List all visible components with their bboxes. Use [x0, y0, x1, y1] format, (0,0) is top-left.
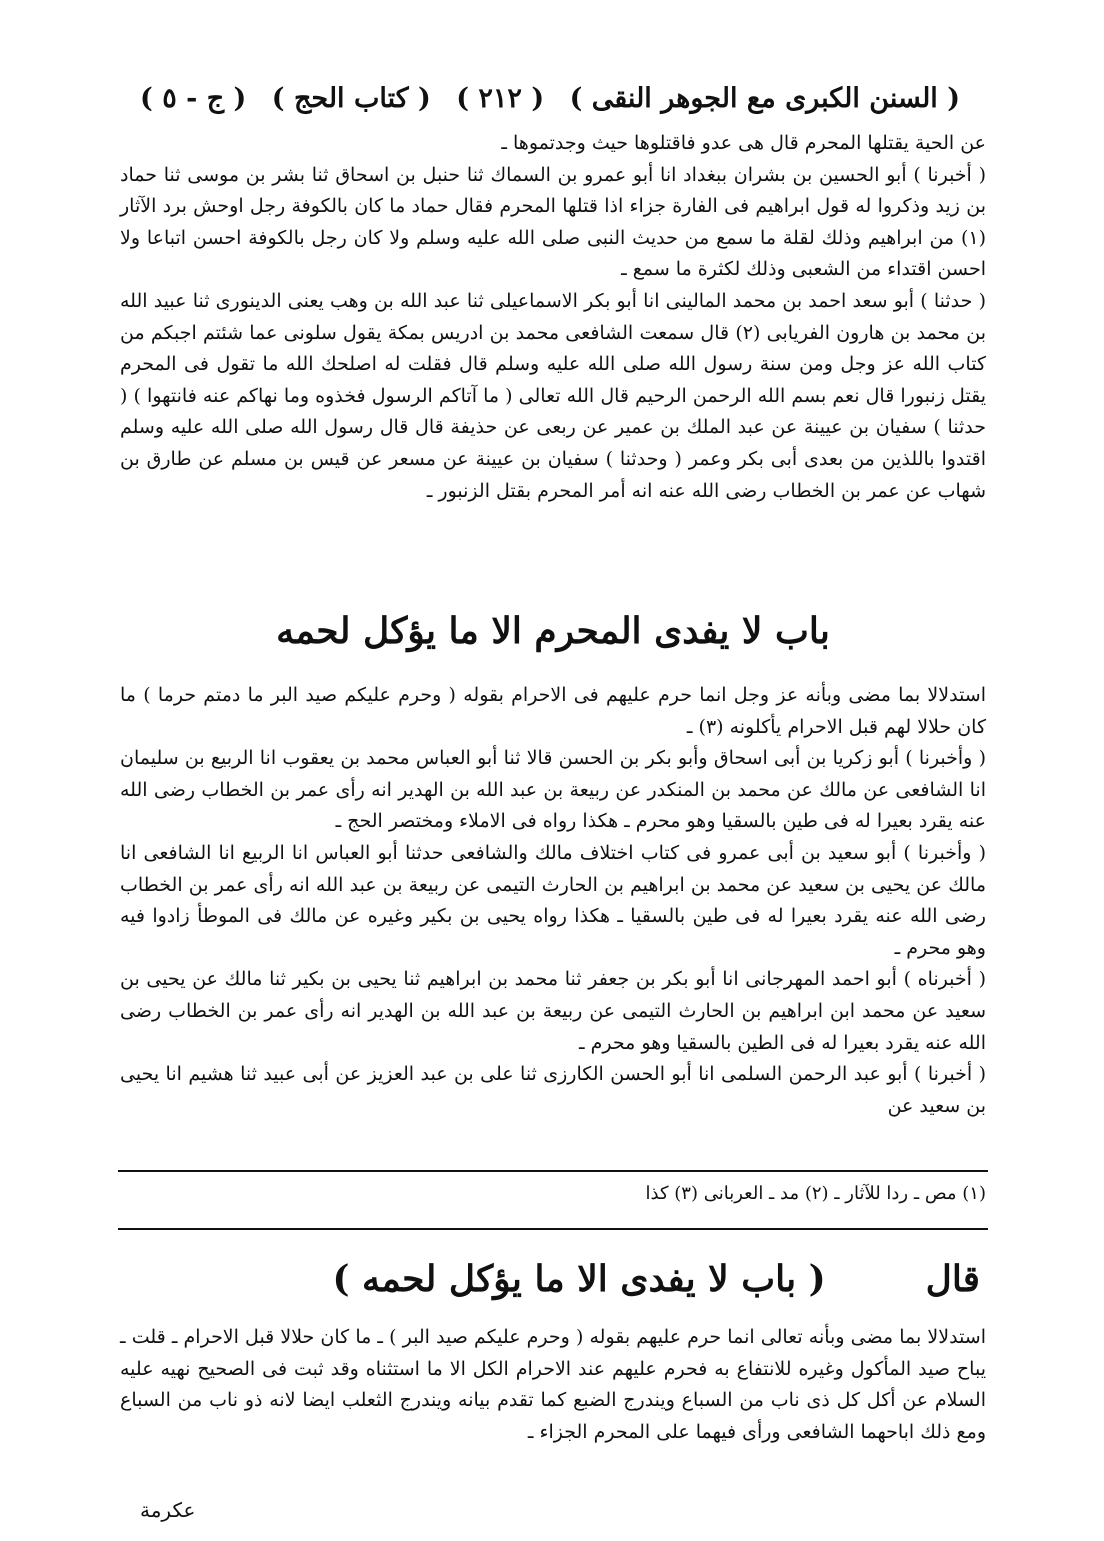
commentary-header	[300, 1244, 980, 1314]
footnotes: (١) مص ـ ردا للآثار ـ (٢) مد ـ العربانى (٣) كذا	[645, 1183, 986, 1204]
commentary-qal-label: قال	[925, 1258, 980, 1300]
paragraph: ( أخبرنا ) أبو عبد الرحمن السلمى انا أبو الحسن الكارزى ثنا على بن عبد العزيز عن أبى عبيد ثنا هشيم انا يحيى بن سعيد عن	[120, 1063, 986, 1117]
paragraph: ( أخبرناه ) أبو احمد المهرجانى انا أبو بكر بن جعفر ثنا محمد بن ابراهيم ثنا يحيى بن بكير ثنا مالك عن يحيى بن سعيد عن محمد ابن ابراهيم بن الحارث التيمى عن ربيعة بن عبد الله بن الهدير انه رأى عمر بن الخطاب رضى الله عنه يقرد بعيرا له فى الطين بالسقيا وهو محرم ـ	[120, 968, 986, 1054]
paragraph: ( حدثنا ) أبو سعد احمد بن محمد المالينى انا أبو بكر الاسماعيلى ثنا عبد الله بن وهب يعنى الدينورى ثنا عبيد الله بن محمد بن هارون الفريابى (٢) قال سمعت الشافعى محمد بن ادريس بمكة يقول سلونى عما شئتم اجبكم من كتاب الله عز وجل ومن سنة رسول الله صلى الله عليه وسلم قال فقلت له اصلحك الله ما تقول فى المحرم يقتل زنبورا قال نعم بسم الله الرحمن الرحيم قال الله تعالى ( ما آتاكم الرسول فخذوه وما نهاكم عنه فانتهوا ) ( حدثنا ) سفيان بن عيينة عن عبد الملك بن عمير عن ربعى عن حذيفة قال قال رسول الله صلى الله عليه وسلم اقتدوا باللذين من بعدى أبى بكر وعمر ( وحدثنا ) سفيان بن عيينة عن مسعر عن قيس بن مسلم عن طارق بن شهاب عن عمر بن الخطاب رضى الله عنه انه أمر المحرم بقتل الزنبور ـ	[120, 289, 986, 502]
commentary-text	[120, 1322, 986, 1448]
paragraph: استدلالا بما مضى وبأنه تعالى انما حرم عليهم بقوله ( وحرم عليكم صيد البر ) ـ ما كان حلالا قبل الاحرام ـ قلت ـ يباح صيد المأكول وغيره للانتفاع به فحرم عليهم عند الاحرام الكل الا ما استثناه وقد ثبت فى الصحيح نهيه عليه السلام عن أكل كل ذى ناب من السباع ويندرج الضبع كما تقدم بيانه ويندرج الثعلب ايضا لانه ذو ناب من السباع ومع ذلك اباحهما الشافعى ورأى فيهما على المحرم الجزاء ـ	[120, 1326, 986, 1443]
volume-number: ( ج - ٥ )	[140, 82, 247, 114]
paragraph: ( أخبرنا ) أبو الحسين بن بشران ببغداد انا أبو عمرو بن السماك ثنا حنبل بن اسحاق ثنا بشر بن موسى ثنا حماد بن زيد وذكروا له قول ابراهيم فى الفارة جزاء اذا قتلها المحرم فقال حماد ما كان بالكوفة رجل اوحش برد الآثار (١) من ابراهيم وذلك لقلة ما سمع من حديث النبى صلى الله عليه وسلم ولا كان رجل بالكوفة احسن اتباعا ولا احسن اقتداء من الشعبى وذلك لكثرة ما سمع ـ	[120, 163, 986, 281]
page-number: ( ٢١٢ )	[456, 82, 545, 114]
main-text-lower	[120, 680, 986, 1122]
paragraph: استدلالا بما مضى وبأنه عز وجل انما حرم عليهم فى الاحرام بقوله ( وحرم عليكم صيد البر ما دمتم حرما ) ما كان حلالا لهم قبل الاحرام يأكلونه (٣) ـ	[120, 684, 986, 738]
catchword: عكرمة	[140, 1498, 196, 1522]
chapter-heading: باب لا يفدى المحرم الا ما يؤكل لحمه	[276, 610, 830, 652]
commentary-divider	[118, 1228, 988, 1230]
book-title: ( السنن الكبرى مع الجوهر النقى )	[569, 82, 960, 114]
main-text-upper	[120, 128, 986, 507]
paragraph: ( وأخبرنا ) أبو سعيد بن أبى عمرو فى كتاب اختلاف مالك والشافعى حدثنا أبو العباس انا الربيع انا الشافعى انا مالك عن يحيى بن سعيد عن محمد بن ابراهيم بن الحارث التيمى عن ربيعة بن عبد الله انه رأى عمر بن الخطاب رضى الله عنه يقرد بعيرا له فى طين بالسقيا ـ هكذا رواه يحيى بن بكير وغيره عن مالك فى الموطأ زادوا فيه وهو محرم ـ	[120, 841, 986, 959]
running-header	[140, 78, 960, 118]
paragraph: عن الحية يقتلها المحرم قال هى عدو فاقتلوها حيث وجدتموها ـ	[501, 132, 986, 154]
paragraph: ( وأخبرنا ) أبو زكريا بن أبى اسحاق وأبو بكر بن الحسن قالا ثنا أبو العباس محمد بن يعقوب انا الربيع بن سليمان انا الشافعى عن مالك عن محمد بن المنكدر عن ربيعة بن عبد الله بن الهدير انه رأى عمر بن الخطاب رضى الله عنه يقرد بعيرا له فى طين بالسقيا وهو محرم ـ هكذا رواه فى الاملاء ومختصر الحج ـ	[120, 747, 986, 833]
section-title: ( كتاب الحج )	[271, 82, 431, 114]
commentary-chapter-title: ( باب لا يفدى الا ما يؤكل لحمه )	[332, 1258, 826, 1300]
footnote-divider	[118, 1170, 988, 1172]
